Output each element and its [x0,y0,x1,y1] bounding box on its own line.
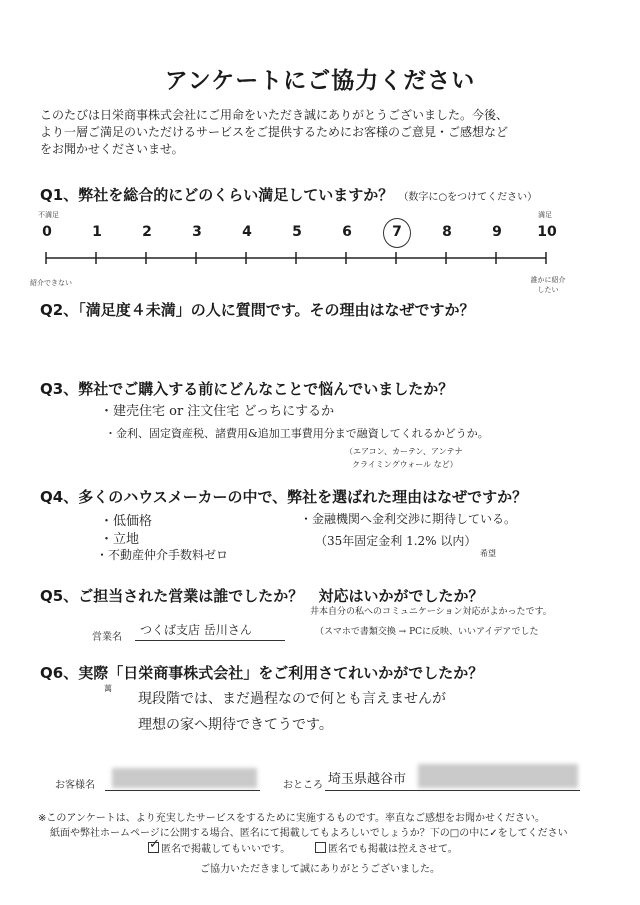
question-4 [40,486,527,507]
scale-number-3[interactable]: 3 [192,224,202,240]
question-5-comment-2: （スマホで書類交換 → PCに反映、いいアイデアでした [315,627,539,637]
scale-number-6[interactable]: 6 [342,224,352,240]
scale-number-5[interactable]: 5 [292,224,302,240]
question-1 [40,184,537,205]
thanks-text: ご協力いただきまして誠にありがとうございました。 [200,864,440,875]
question-5 [40,585,483,606]
scale-number-0[interactable]: 0 [42,224,52,240]
question-1-label: Q1、弊社を総合的にどのくらい満足していますか？ [40,186,394,204]
customer-name-label: お客様名 [55,780,95,791]
check-mark-icon: ✓ [149,837,160,852]
intro-line: このたびは日栄商事株式会社にご用命をいただき誠にありがとうございました。今後、 [40,108,509,122]
question-6-answer-1: 現段階では、まだ過程なので何とも言えませんが [138,691,446,707]
customer-name-redacted [112,768,257,788]
address-redacted [418,764,578,788]
scale-number-8[interactable]: 8 [442,224,452,240]
scale-number-7[interactable]: 7 [392,224,402,240]
scale-right-label-bottom: 誰かに紹介したい [530,276,566,294]
address-label: おところ [283,780,323,791]
anonymous-decline-option[interactable] [315,840,458,855]
question-3-answer-2-note-2: クライミングウォール など） [352,460,458,469]
question-3-label: Q3、弊社でご購入する前にどんなことで悩んでいましたか？ [40,380,454,398]
question-4-answer-right-note: 希望 [480,549,496,558]
question-5-comment-1: 井本自分の私へのコミュニケーション対応がよかったです。 [310,607,552,617]
question-2-label: Q2、「満足度４未満」の人に質問です。その理由はなぜですか？ [40,301,475,319]
intro-line: をお聞かせくださいませ。 [40,142,184,156]
scale-number-10[interactable]: 10 [537,224,557,240]
question-4-answer-3: ・不動産仲介手数料ゼロ [96,548,229,562]
question-3 [40,378,453,399]
anonymous-ok-option[interactable] [148,837,291,855]
address-underline [325,790,580,791]
question-5-label: Q5、ご担当された営業は誰でしたか？ [40,587,304,605]
question-3-answer-2-note-1: （エアコン、カーテン、アンテナ [345,447,463,456]
footer-note-2: 紙面や弊社ホームページに公開する場合、匿名にて掲載してもよろしいでしょうか？下の□の中に✓をしてください [50,828,568,839]
question-6-answer-2: 理想の家へ期待できてうです。 [138,717,333,733]
question-3-answer-2: ・金利、固定資産税、諸費用&追加工事費用分まで融資してくれるかどうか。 [105,427,489,440]
sales-name-value: つくば支店 岳川さん [140,623,252,637]
selected-circle-mark [383,218,411,248]
sales-name-underline [135,640,285,641]
question-4-label: Q4、多くのハウスメーカーの中で、弊社を選ばれた理由はなぜですか？ [40,488,528,506]
question-5-label-2: 対応はいかがでしたか？ [318,587,484,605]
sales-name-label: 営業名 [92,632,122,643]
scale-number-1[interactable]: 1 [92,224,102,240]
customer-name-underline [105,790,260,791]
scale-number-9[interactable]: 9 [492,224,502,240]
question-6-label: Q6、実際「日栄商事株式会社」をご利用さてれいかがでしたか？ [40,664,484,682]
question-6 [40,662,483,683]
question-4-answer-2: ・立地 [100,532,140,547]
anonymous-decline-label: 匿名でも掲載は控えさせて。 [328,844,458,855]
scale-number-2[interactable]: 2 [142,224,152,240]
question-3-answer-1: ・建売住宅 or 注文住宅 どっちにするか [100,404,335,419]
question-2 [40,299,475,320]
question-4-answer-right-1: ・金融機関へ金利交渉に期待している。 [300,512,517,526]
footer-note-1: ※このアンケートは、より充実したサービスをするために実施するものです。率直なご感想をお聞かせください。 [38,813,545,824]
anonymous-ok-label: 匿名で掲載してもいいです。 [161,844,291,855]
anonymous-ok-checkbox[interactable] [148,837,160,853]
question-4-answer-1: ・低価格 [100,514,153,529]
scale-left-label-top: 不満足 [38,211,59,219]
question-4-answer-right-2: （35年固定金利 1.2% 以内） [315,534,477,548]
scale-right-label-top: 満足 [538,211,552,219]
scale-left-label-bottom: 紹介できない [30,279,72,287]
page-title: アンケートにご協力ください [164,68,476,94]
intro-text [40,107,610,158]
question-1-note: （数字に○をつけてください） [398,192,538,203]
intro-line: より一層ご満足のいただけるサービスをご提供するためにお客様のご意見・ご感想など [40,125,509,139]
address-value: 埼玉県越谷市 [328,772,407,787]
anonymous-decline-checkbox[interactable] [315,842,326,853]
scale-line [0,248,640,268]
question-6-mark: 萬 [104,684,112,693]
scale-number-4[interactable]: 4 [242,224,252,240]
